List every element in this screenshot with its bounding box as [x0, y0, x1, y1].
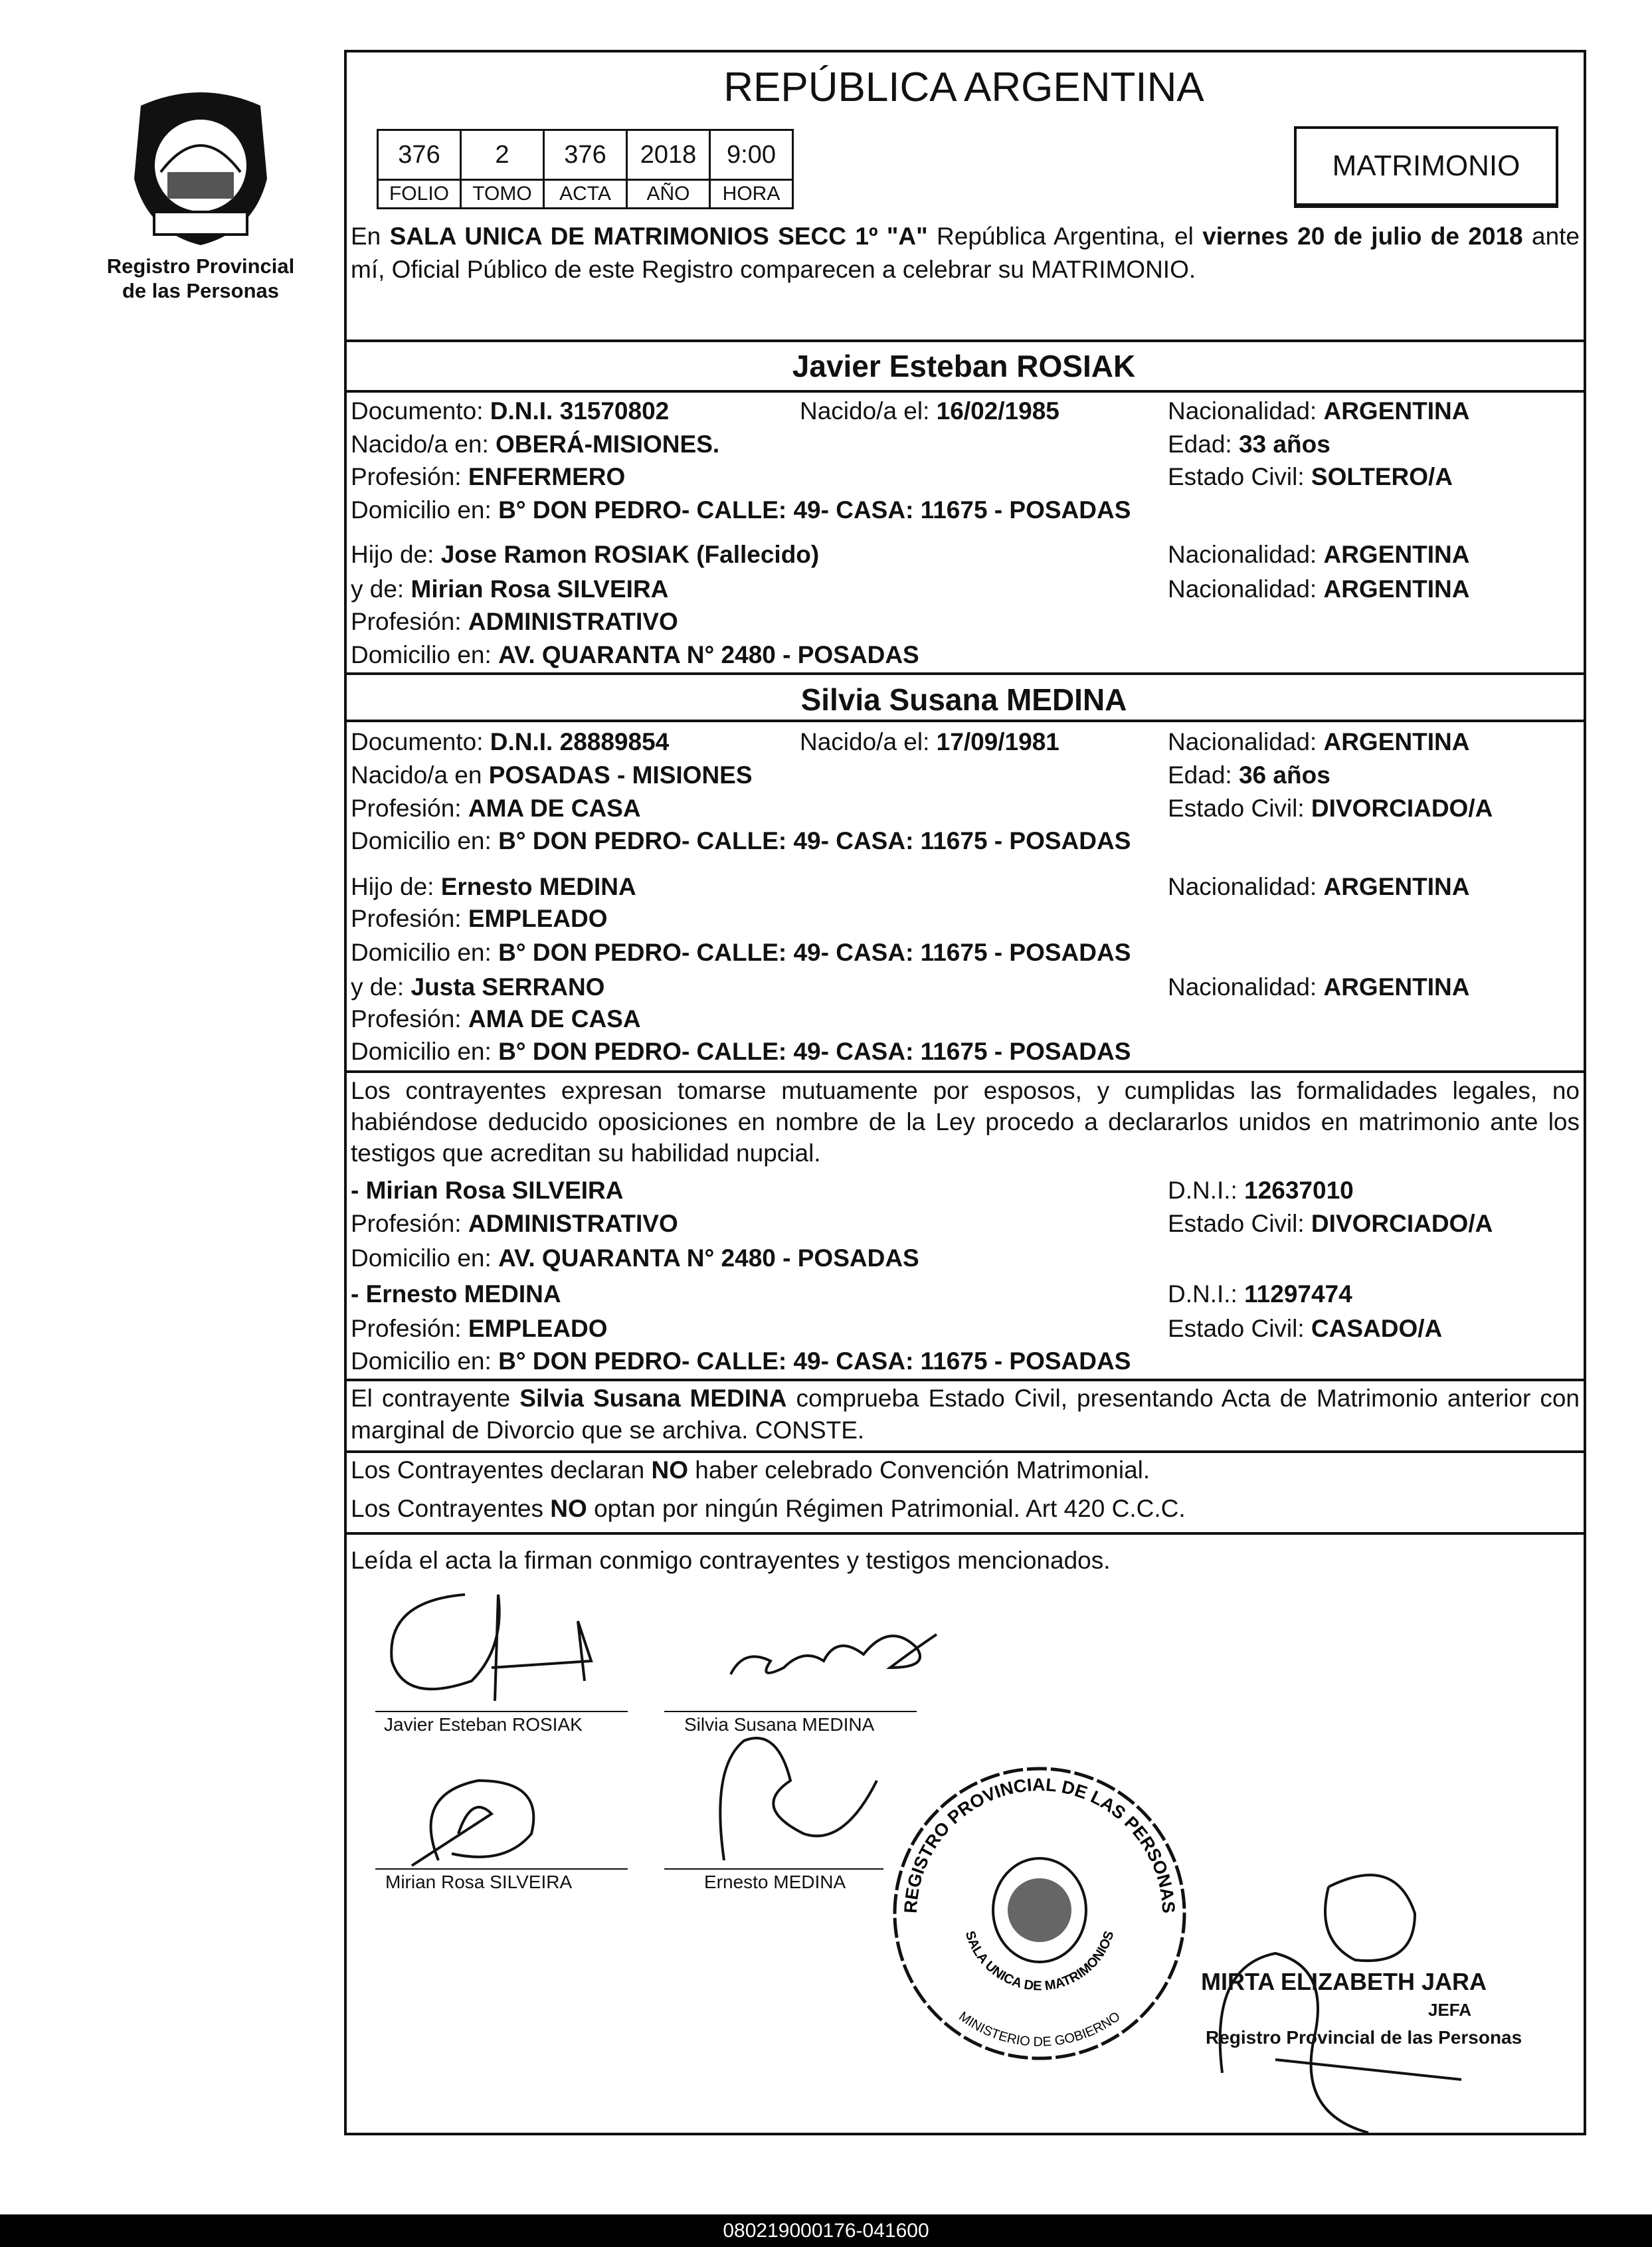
divider	[344, 340, 1584, 342]
groom-birth-date: Nacido/a el: 16/02/1985	[800, 397, 1059, 425]
groom-signature-label: Javier Esteban ROSIAK	[384, 1714, 583, 1735]
folio-value: 376	[378, 130, 461, 180]
page-title: REPÚBLICA ARGENTINA	[723, 64, 1204, 110]
groom-nationality: Nacionalidad: ARGENTINA	[1168, 397, 1470, 425]
groom-mother: y de: Mirian Rosa SILVEIRA	[351, 575, 669, 603]
bride-civil-status: Estado Civil: DIVORCIADO/A	[1168, 795, 1493, 822]
divider	[344, 672, 1584, 675]
bride-signature	[717, 1608, 943, 1708]
groom-age: Edad: 33 años	[1168, 431, 1331, 458]
witness2-name: - Ernesto MEDINA	[351, 1280, 561, 1308]
groom-name: Javier Esteban ROSIAK	[792, 349, 1136, 383]
official-stamp	[890, 1761, 1189, 2066]
groom-father: Hijo de: Jose Ramon ROSIAK (Fallecido)	[351, 541, 820, 568]
stamp-bottom-text: MINISTERIO DE GOBIERNO	[956, 2008, 1123, 2050]
document-code: 080219000176-041600	[723, 2220, 929, 2242]
bride-father-address: Domicilio en: B° DON PEDRO- CALLE: 49- CASA: 11675 - POSADAS	[351, 939, 1131, 966]
bride-age: Edad: 36 años	[1168, 761, 1331, 789]
logo-caption-line2: de las Personas	[122, 279, 280, 302]
bride-father: Hijo de: Ernesto MEDINA	[351, 873, 636, 900]
divider	[344, 1450, 1584, 1453]
witness1-dni: D.N.I.: 12637010	[1168, 1177, 1354, 1204]
bride-birth-date: Nacido/a el: 17/09/1981	[800, 728, 1059, 755]
groom-birthplace: Nacido/a en: OBERÁ-MISIONES.	[351, 431, 720, 458]
bride-signature-label: Silvia Susana MEDINA	[684, 1714, 875, 1735]
divider	[344, 1532, 1584, 1535]
bride-nationality: Nacionalidad: ARGENTINA	[1168, 728, 1470, 755]
witness2-dni: D.N.I.: 11297474	[1168, 1280, 1352, 1308]
signature-line	[375, 1868, 628, 1870]
divider	[344, 390, 1584, 393]
record-type: MATRIMONIO	[1332, 149, 1520, 182]
logo-caption-line1: Registro Provincial	[106, 254, 295, 278]
tomo-label: TOMO	[461, 180, 544, 209]
anio-label: AÑO	[627, 180, 710, 209]
witness2-profession: Profesión: EMPLEADO	[351, 1315, 608, 1342]
divider	[344, 720, 1584, 722]
bride-name: Silvia Susana MEDINA	[800, 682, 1127, 717]
intro-paragraph: En SALA UNICA DE MATRIMONIOS SECC 1º "A" República Argentina, el viernes 20 de julio de 2018 ante mí, Oficial Público de este Registro comparecen a celebrar su MATRIMONIO.	[351, 223, 1580, 283]
witness1-signature	[372, 1754, 624, 1867]
hora-value: 9:00	[710, 130, 793, 180]
folio-label: FOLIO	[378, 180, 461, 209]
province-seal-logo	[114, 79, 287, 252]
bride-father-nationality: Nacionalidad: ARGENTINA	[1168, 873, 1470, 900]
bride-mother-nationality: Nacionalidad: ARGENTINA	[1168, 973, 1470, 1001]
witness1-profession: Profesión: ADMINISTRATIVO	[351, 1210, 678, 1237]
hora-label: HORA	[710, 180, 793, 209]
tomo-value: 2	[461, 130, 544, 180]
acta-value: 376	[544, 130, 627, 180]
witness2-signature-label: Ernesto MEDINA	[704, 1872, 846, 1892]
closing-statement: Leída el acta la firman conmigo contrayentes y testigos mencionados.	[351, 1547, 1111, 1574]
stamp-inner-text: SALA UNICA DE MATRIMONIOS	[962, 1929, 1117, 1994]
witness1-address: Domicilio en: AV. QUARANTA N° 2480 - POSADAS	[351, 1244, 919, 1272]
bride-birthplace: Nacido/a en POSADAS - MISIONES	[351, 761, 753, 789]
groom-documento: Documento: D.N.I. 31570802	[351, 397, 670, 425]
document-code-footer	[0, 2214, 1652, 2247]
groom-mother-address: Domicilio en: AV. QUARANTA N° 2480 - POSADAS	[351, 641, 919, 668]
bride-profession: Profesión: AMA DE CASA	[351, 795, 641, 822]
civil-status-note: El contrayente Silvia Susana MEDINA comprueba Estado Civil, presentando Acta de Matrimonio anterior con marginal de Divorcio que se archiva. CONSTE.	[351, 1385, 1580, 1444]
groom-signature	[372, 1581, 638, 1708]
signature-line	[664, 1868, 883, 1870]
bride-address: Domicilio en: B° DON PEDRO- CALLE: 49- CASA: 11675 - POSADAS	[351, 827, 1131, 854]
record-numbers-table	[377, 129, 794, 209]
anio-value: 2018	[627, 130, 710, 180]
official-name: MIRTA ELIZABETH JARA	[1201, 1968, 1487, 1995]
groom-mother-profession: Profesión: ADMINISTRATIVO	[351, 608, 678, 635]
official-title: JEFA	[1428, 2000, 1472, 2020]
declaration-paragraph: Los contrayentes expresan tomarse mutuamente por esposos, y cumplidas las formalidades legales, no habiéndose deducido oposiciones en nombre de la Ley procedo a declararlos unidos en matrimonio ante los testigos que acreditan su habilidad nupcial.	[351, 1077, 1580, 1167]
witness1-signature-label: Mirian Rosa SILVEIRA	[385, 1872, 573, 1892]
groom-profession: Profesión: ENFERMERO	[351, 463, 626, 490]
witness1-civil-status: Estado Civil: DIVORCIADO/A	[1168, 1210, 1493, 1237]
groom-address: Domicilio en: B° DON PEDRO- CALLE: 49- CASA: 11675 - POSADAS	[351, 496, 1131, 524]
witness2-civil-status: Estado Civil: CASADO/A	[1168, 1315, 1443, 1342]
groom-mother-nationality: Nacionalidad: ARGENTINA	[1168, 575, 1470, 603]
record-type-box	[1294, 126, 1558, 208]
divider	[344, 1070, 1584, 1073]
bride-mother-profession: Profesión: AMA DE CASA	[351, 1005, 641, 1032]
signature-line	[375, 1711, 628, 1712]
bride-mother-address: Domicilio en: B° DON PEDRO- CALLE: 49- CASA: 11675 - POSADAS	[351, 1038, 1131, 1065]
witness2-signature	[684, 1701, 883, 1867]
regime-statement: Los Contrayentes NO optan por ningún Régimen Patrimonial. Art 420 C.C.C.	[351, 1495, 1186, 1522]
bride-mother: y de: Justa SERRANO	[351, 973, 605, 1001]
official-office: Registro Provincial de las Personas	[1206, 2027, 1522, 2048]
groom-father-nationality: Nacionalidad: ARGENTINA	[1168, 541, 1470, 568]
convention-statement: Los Contrayentes declaran NO haber celebrado Convención Matrimonial.	[351, 1456, 1150, 1484]
stamp-outer-text: REGISTRO PROVINCIAL DE LAS PERSONAS	[900, 1775, 1179, 1914]
divider	[344, 1379, 1584, 1381]
witness2-address: Domicilio en: B° DON PEDRO- CALLE: 49- CASA: 11675 - POSADAS	[351, 1347, 1131, 1375]
witness1-name: - Mirian Rosa SILVEIRA	[351, 1177, 624, 1204]
acta-label: ACTA	[544, 180, 627, 209]
bride-documento: Documento: D.N.I. 28889854	[351, 728, 670, 755]
groom-civil-status: Estado Civil: SOLTERO/A	[1168, 463, 1453, 490]
bride-father-profession: Profesión: EMPLEADO	[351, 905, 608, 932]
